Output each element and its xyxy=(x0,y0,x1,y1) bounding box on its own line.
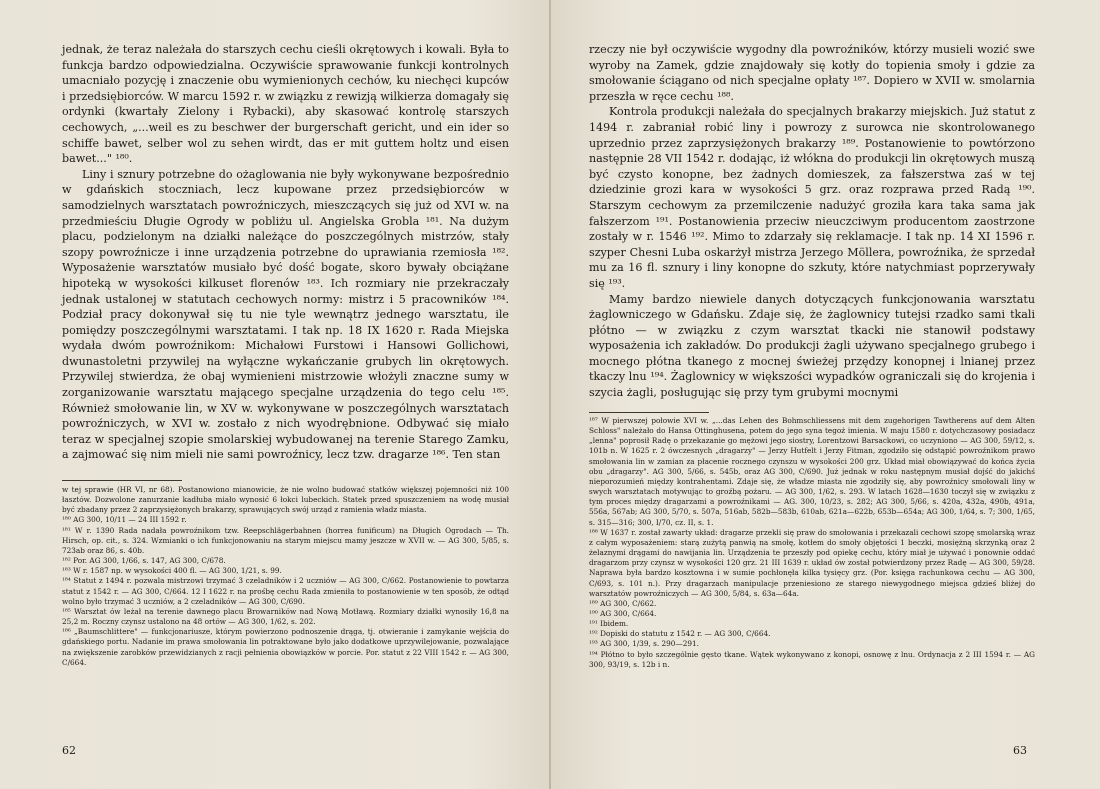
footnote-191: ¹⁹¹ Ibidem. xyxy=(589,619,629,629)
footnote-187: ¹⁸⁷ W pierwszej połowie XVI w. „...das Lehen des Bohmschliessens mit dem zugehorigen Tawtherens auf dem Alten Schloss" należało do Hansa Ottinghusena, potem do jego syna tegoż imienia. W maju 1580 r. dotychczasowy posiadacz „lenna" poprosił Radę o przekazanie go mężowi jego siostry, Lorentzowi Barsackowi, co uczyniono — AG 300, 59/12, s. 101b n. W 1625 r. 2 ówczesnych „dragarzy" — Jerzy Hutfelt i Jerzy Fitman, zgodziło się odstąpić powroźnikom prawo smołowania lin w zamian za płacenie rocznego czynszu w wysokości 200 grz. Układ miał obowiązywać do końca życia obu „dragarzy". AG 300, 5/66, s. 545b, oraz AG 300, C/690. Już jednak w roku następnym musiał dojść do jakichś nieporozumień między kontrahentami. Zdaje się, że władze miasta nie zgodziły się, aby powroźnicy smołowali liny w swych warsztatach motywując to groźbą pożaru. — AG 300, 1/62, s. 293. W latach 1628—1630 toczył się w związku z tym proces między dragarzami a powroźnikami — AG. 300, 10/23, s. 282; AG 300, 5/66, s. 420a, 432a, 490b, 491a, 556a, 567ab; AG 300, 5/70, s. 507a, 516ab, 582b—583b, 610ab, 621a—622b, 653b—654a; AG 300, 1/64, s. 7; 300, 1/65, s. 315—316; 300, I/70, cz. II, s. 1. xyxy=(589,416,1035,527)
right-page-number: 63 xyxy=(1013,744,1027,757)
footnote-184: ¹⁸⁴ Statut z 1494 r. pozwala mistrzowi trzymać 3 czeladników i 2 uczniów — AG 300, C/662. Postanowienie to powtarza statut z 1542 r. — AG 300, C/664. 12 I 1622 r. na prośbę cechu Rada zmieniła to postanowienie w ten sposób, że odtąd wolno było trzymać 3 uczniów, a 2 czeladników — AG 300, C/690. xyxy=(62,576,509,606)
footnote-192: ¹⁹² Dopiski do statutu z 1542 r. — AG 300, C/664. xyxy=(589,629,771,639)
footnote-193: ¹⁹³ AG 300, 1/39, s. 290—291. xyxy=(589,639,699,649)
right-paragraph-3: Mamy bardzo niewiele danych dotyczących funkcjonowania warsztatu żaglowniczego w Gdańsku. Zdaje się, że żaglownicy tutejsi rzadko sami tkali płótno — w związku z czym warsztat tkacki nie stanowił podstawy wyposażenia ich zakładów. Do produkcji żagli używano specjalnego grubego i mocnego płótna tkanego z mocnej świeżej przędzy konopnej i lnianej przez tkaczy lnu ¹⁹⁴. Żaglownicy w większości wypadków ograniczali się do krojenia i szycia żagli, posługując się przy tym grubymi mocnymi xyxy=(589,292,1035,400)
footnote-183: ¹⁸³ W r. 1587 np. w wysokości 400 fl. — AG 300, 1/21, s. 99. xyxy=(62,566,282,576)
right-footnotes xyxy=(589,416,1035,670)
left-page-number: 62 xyxy=(62,744,76,757)
right-footnote-rule xyxy=(589,412,709,413)
left-page xyxy=(0,0,549,789)
right-paragraph-2: Kontrola produkcji należała do specjalnych brakarzy miejskich. Już statut z 1494 r. zabraniał robić liny i powrozy z surowca nie skontrolowanego uprzednio przez zaprzysiężonych brakarzy ¹⁸⁹. Postanowienie to powtórzono następnie 28 VII 1542 r. dodając, iż włókna do produkcji lin okrętowych muszą być czysto konopne, bez żadnych domieszek, za fałszerstwa zaś w tej dziedzinie grozi kara w wysokości 5 grz. oraz rozprawa przed Radą ¹⁹⁰. Starszym cechowym za przemilczenie nadużyć groziła kara taka sama jak fałszerzom ¹⁹¹. Postanowienia przeciw nieuczciwym producentom zaostrzone zostały w r. 1546 ¹⁹². Mimo to zdarzały się reklamacje. I tak np. 14 XI 1596 r. szyper Chesni Luba oskarżył mistrza Jerzego Möllera, powroźnika, że sprzedał mu za 16 fl. sznury i liny konopne do szkuty, które natychmiast poprzerywały się ¹⁹³. xyxy=(589,105,1035,290)
left-footnote-rule xyxy=(62,480,182,481)
left-paragraph-2: Liny i sznury potrzebne do ożaglowania nie były wykonywane bezpośrednio w gdańskich stoczniach, lecz kupowane przez przedsiębiorców w samodzielnych warsztatach powroźniczych, mieszczących się już od XVI w. na przedmieściu Długie Ogrody w pobliżu ul. Angielska Grobla ¹⁸¹. Na dużym placu, podzielonym na działki należące do poszczególnych mistrzów, stały szopy powroźnicze i inne urządzenia potrzebne do uprawiania rzemiosła ¹⁸². Wyposażenie warsztatów musiało być dość bogate, skoro bywały obciążane hipoteką w wysokości kilkuset florenów ¹⁸³. Ich rozmiary nie przekraczały jednak ustalonej w statutach cechowych normy: mistrz i 5 pracowników ¹⁸⁴. Podział pracy dokonywał się tu nie tyle wewnątrz jednego warsztatu, ile pomiędzy poszczególnymi warsztatami. I tak np. 18 IX 1620 r. Rada Miejska wydała dwóm powroźnikom: Michałowi Furstowi i Hansowi Gollichowi, dwunastoletni przywilej na wyłączne wykańczanie grubych lin okrętowych. Przywilej stwierdza, że obaj wymienieni mistrzowie włożyli znaczne sumy w zorganizowanie warsztatu mającego specjalne urządzenia do tego celu ¹⁸⁵. Również smołowanie lin, w XV w. wykonywane w poszczególnych warsztatach powroźniczych, w XVI w. zostało z nich wyodrębnione. Odbywać się miało teraz w specjalnej szopie smolarskiej wybudowanej na terenie Starego Zamku, a zajmować się nim mieli nie sami powroźnicy, lecz tzw. dragarze ¹⁸⁶. Ten stan xyxy=(62,167,509,462)
footnote-189: ¹⁸⁹ AG 300, C/662. xyxy=(589,598,657,608)
footnote-188: ¹⁸⁸ W 1637 r. został zawarty układ: dragarze przekli się praw do smołowania i przekazali cechowi szopę smolarską wraz z całym wyposażeniem: starą zużytą panwią na smołę, kotłem do smoły objętości 1 beczki, mosiężną skrzynką oraz 2 żelaznymi drągami do nawijania lin. Urządzenia te przeszły pod opiekę cechu, który miał je używać i ponownie oddać dragarzom przy czynsz w wysokości 120 grz. 21 III 1639 r. układ ów został potwierdzony przez Radę — AG 300, 59/28. Naprawa była bardzo kosztowna i w sumie pochłonęła kilka tysięcy grz. (Por. księga rachunkowa cechu — AG 300, C/693, s. 101 n.). Przy dragarzach manipulacje przeniesiono ze starego niewygodnego miejsca gdzieś bliżej do warsztatów powroźniczych — AG 300, 5/84, s. 63a—64a. xyxy=(589,527,1035,598)
footnote-194: ¹⁹⁴ Płótno to było szczególnie gęsto tkane. Wątek wykonywano z konopi, osnowę z lnu. Ordynacja z 2 III 1594 r. — AG 300, 93/19, s. 12b i n. xyxy=(589,649,1035,669)
footnote-continuation: w tej sprawie (HR VI, nr 68). Postanowiono mianowicie, że nie wolno budować statków większej pojemności niż 100 łasztów. Dozwolone zanurzanie kadłuba miało wynosić 6 łokci lubeckich. Statek przed spuszczeniem na wodę musiał być zbadany przez 2 zaprzysiężonych brakarzy, sprawujących swój urząd z ramienia władz miasta. xyxy=(62,485,509,515)
footnote-181: ¹⁸¹ W r. 1390 Rada nadała powroźnikom tzw. Reepschlägerbahnen (horrea funificum) na Długich Ogrodach — Th. Hirsch, op. cit., s. 324. Wzmianki o ich funkcjonowaniu na starym miejscu mamy jeszcze w XVII w. — AG 300, 5/85, s. 723ab oraz 86, s. 40b. xyxy=(62,525,509,555)
footnote-185: ¹⁸⁵ Warsztat ów leżał na terenie dawnego placu Browarników nad Nową Motławą. Rozmiary działki wynosiły 16,8 na 25,2 m. Roczny czynsz ustalono na 48 ortów — AG 300, 1/62, s. 202. xyxy=(62,606,509,627)
left-paragraph-1: jednak, że teraz należała do starszych cechu cieśli okrętowych i kowali. Była to funkcja bardzo odpowiedzialna. Oczywiście sprawowanie funkcji kontrolnych umacniało pozycję i znaczenie obu wymienionych cechów, ku niechęci kupców i przedsiębiorców. W marcu 1592 r. w związku z rewizją wilkierza domagały się ordynki (kwartały Zielony i Rybacki), aby skasować kontrolę starszych cechowych, „...weil es zu beschwer der burgerschaft gericht, und ein ider so schiffe bawet, selber wol zu sehen wirdt, das er mit guttem holtz und eisen bawet..." ¹⁸⁰. xyxy=(62,43,509,166)
left-main-text xyxy=(62,42,509,463)
footnote-186: ¹⁸⁶ „Baumschlittere" — funkcjonariusze, którym powierzono podnoszenie drąga, tj. otwieranie i zamykanie wejścia do gdańskiego portu. Nadanie im prawa smołowania lin potraktowane było jako dodatkowe uprzywilejowanie, pozwalające na zwiększenie zarobków przewidzianych z racji pełnienia obowiązków w porcie. Por. statut z 22 VIII 1542 r. — AG 300, C/664. xyxy=(62,627,509,667)
right-main-text xyxy=(589,42,1035,401)
right-page xyxy=(551,0,1100,789)
footnote-182: ¹⁸² Por. AG 300, 1/66, s. 147, AG 300, C/678. xyxy=(62,556,226,566)
footnote-190: ¹⁹⁰ AG 300, C/664. xyxy=(589,608,657,618)
footnote-180: ¹⁸⁰ AG 300, 10/11 — 24 III 1592 r. xyxy=(62,515,187,525)
left-footnotes xyxy=(62,485,509,668)
right-paragraph-1: rzeczy nie był oczywiście wygodny dla powroźników, którzy musieli wozić swe wyroby na Zamek, gdzie znajdowały się kotły do topienia smoły i gdzie za smołowanie ściągano od nich specjalne opłaty ¹⁸⁷. Dopiero w XVII w. smolarnia przeszła w ręce cechu ¹⁸⁸. xyxy=(589,43,1035,103)
